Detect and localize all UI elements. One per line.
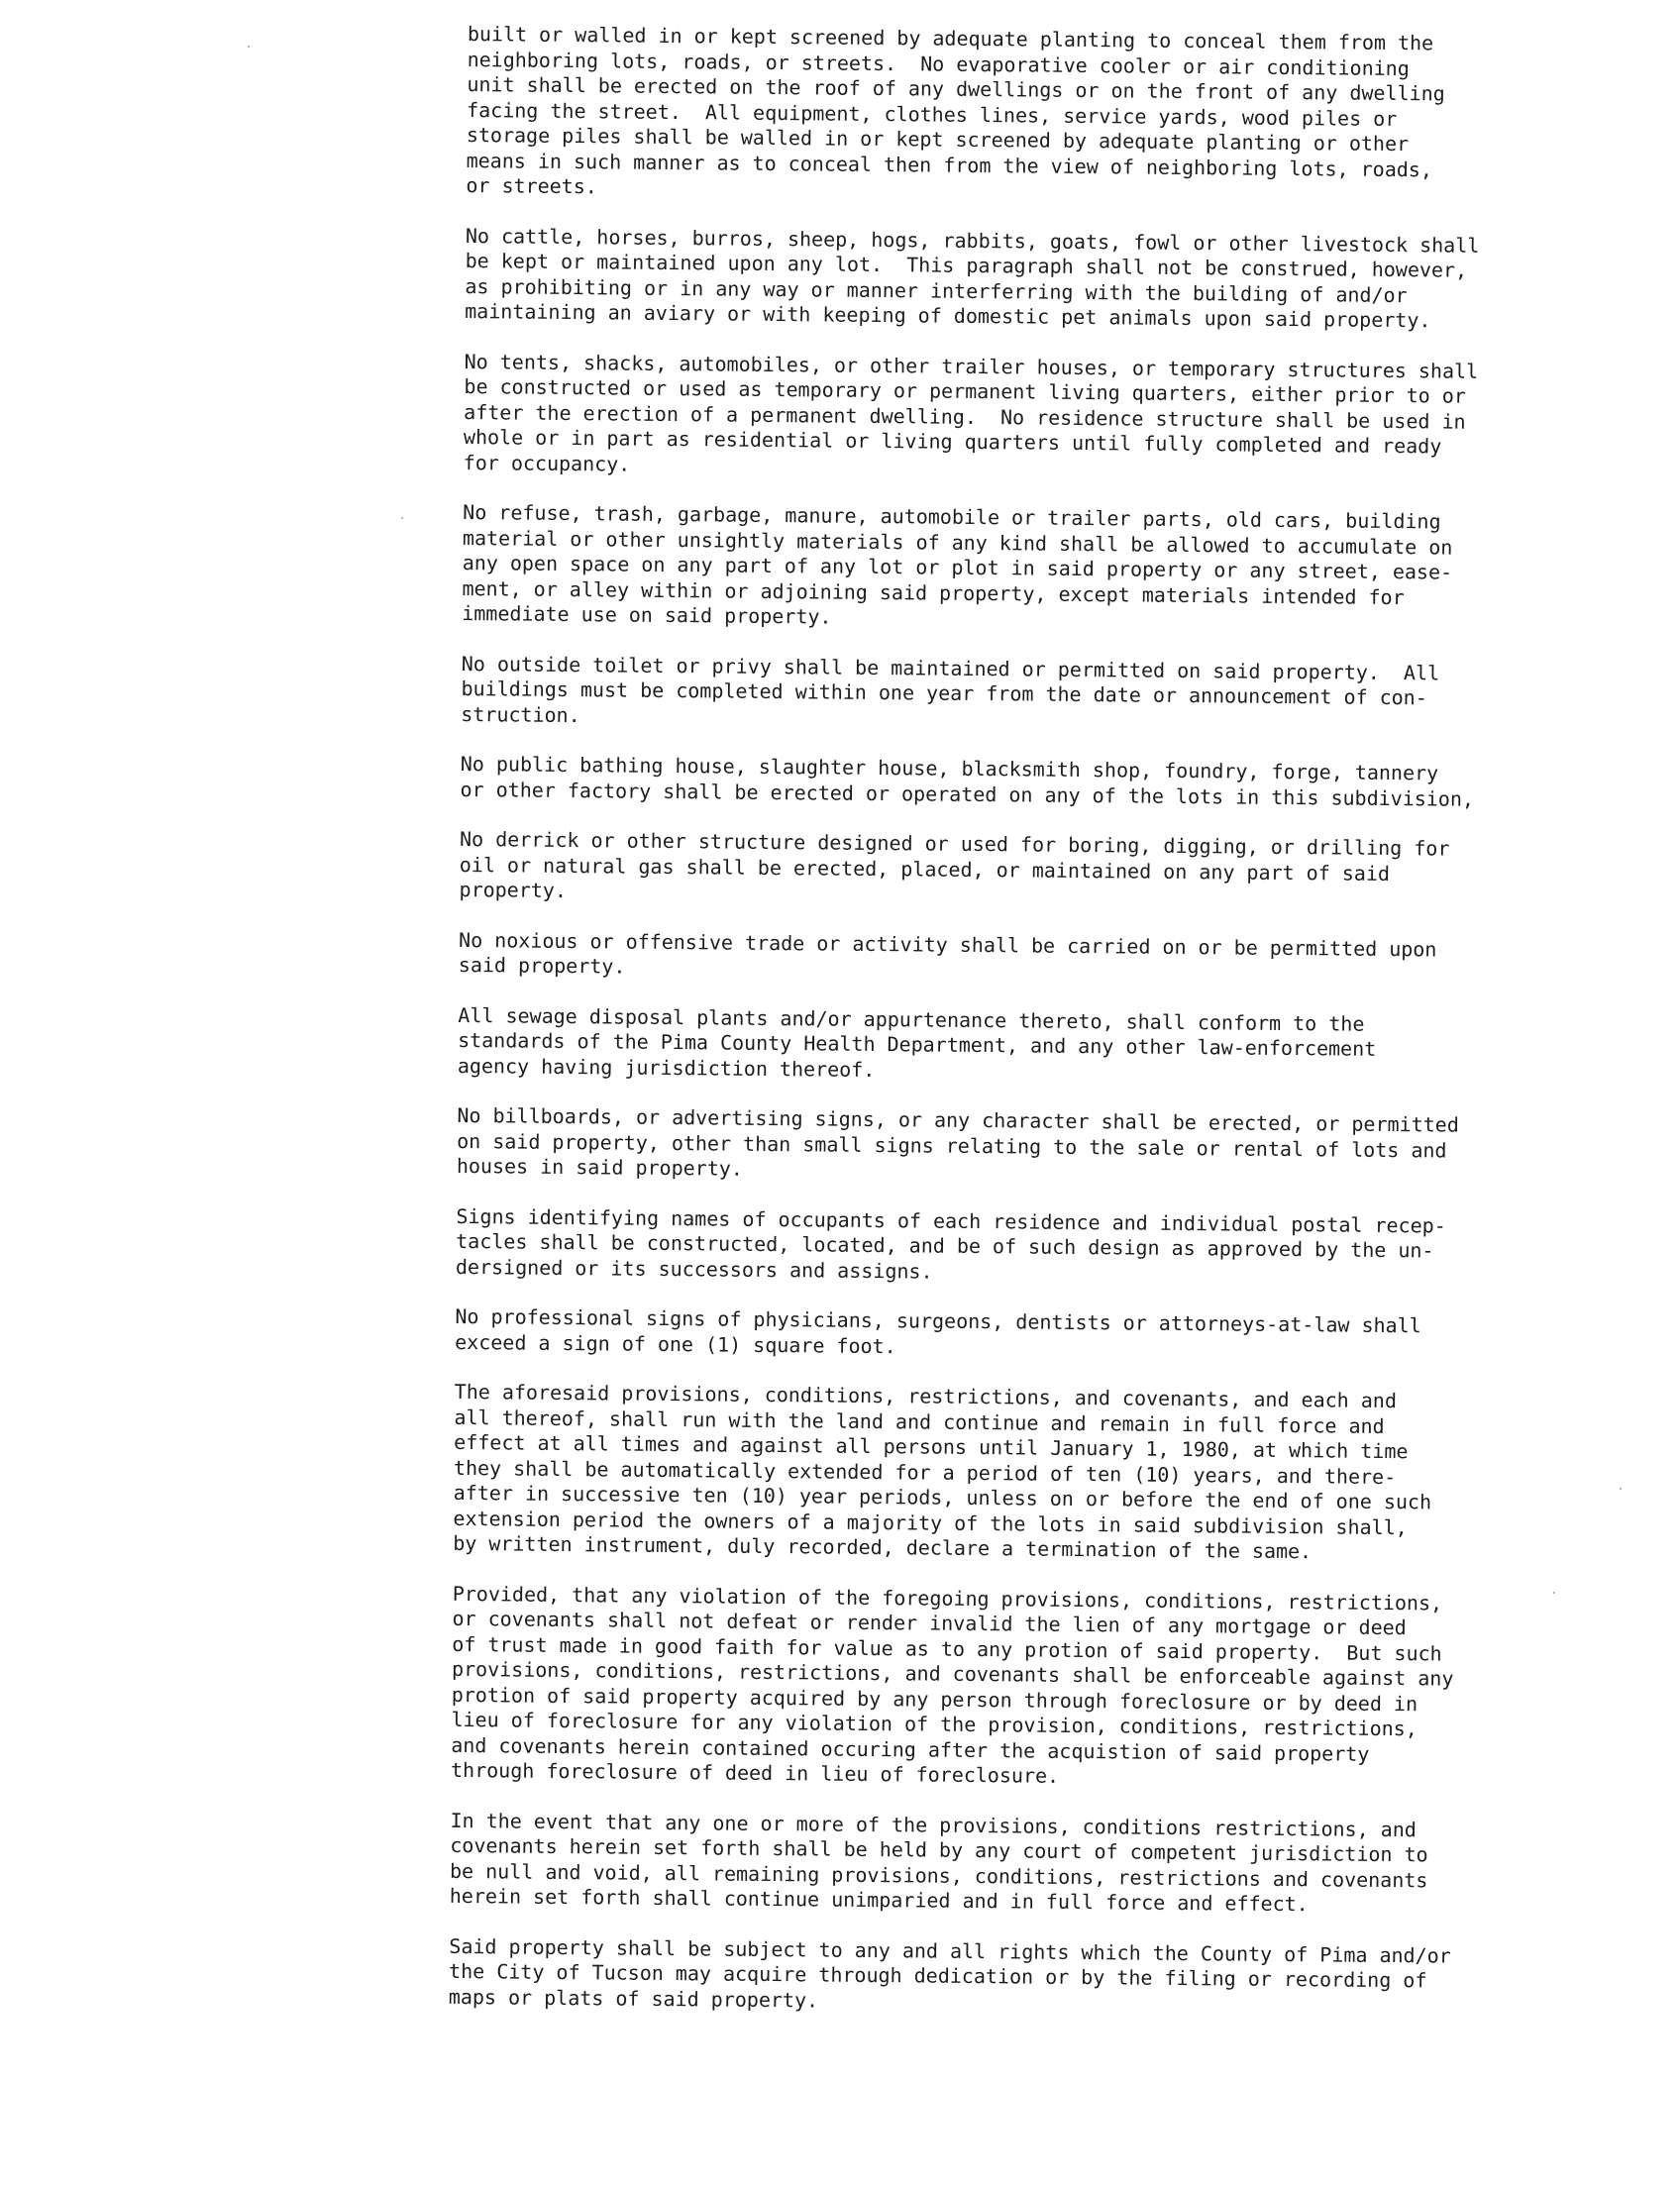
- scan-speck: [401, 517, 403, 519]
- paragraph-billboards: No billboards, or advertising signs, or any character shall be erected, or permitted on said property, other than small signs relating to the sale or rental of lots and houses in said property.: [456, 1102, 1459, 1181]
- paragraph-livestock: No cattle, horses, burros, sheep, hogs, rabbits, goats, fowl or other livestock shall be kept or maintained upon any lot. This paragraph shall not be construed, however, as prohibiting or in any way or manner interferring with the building of and/or maintaining an aviary or with keeping of domestic pet animals upon said property.: [465, 223, 1480, 333]
- paragraph-severability: In the event that any one or more of the provisions, conditions restrictions, and covenants herein set forth shall be held by any court of competent jurisdiction to be null and void, all remaining provisions, conditions, restrictions and covenants herein set forth shall continue unimparied and in full force and effect.: [449, 1808, 1428, 1917]
- paragraph-noxious-trade: No noxious or offensive trade or activity shall be carried on or be permitted upon said property.: [458, 927, 1437, 979]
- scan-speck: [248, 46, 250, 48]
- paragraph-temporary-structures: No tents, shacks, automobiles, or other trailer houses, or temporary structures shall be constructed or used as temporary or permanent living quarters, either prior to or after the erection of a permanent dwelling. No residence structure shall be used in whole or in part as residential or living quarters until fully completed and ready for occupancy.: [463, 349, 1479, 476]
- paragraph-factories: No public bathing house, slaughter house, blacksmith shop, foundry, forge, tannery or other factory shall be erected or operated on any of the lots in this subdivision,: [460, 751, 1475, 811]
- paragraph-dedication-rights: Said property shall be subject to any and all rights which the County of Pima and/or the City of Tucson may acquire through dedication or by the filing or recording of maps or plats of said property.: [448, 1933, 1451, 2012]
- paragraph-sewage: All sewage disposal plants and/or appurtenance thereto, shall conform to the standards of the Pima County Health Department, and any other law-enforcement agency having jurisdiction thereof.: [457, 1002, 1377, 1082]
- paragraph-mortgage-lien: Provided, that any violation of the foregoing provisions, conditions, restrictions, or covenants shall not defeat or render invalid the lien of any mortgage or deed of trust made in good faith for value as to any protion of said property. But such provisions, conditions, restrictions, and covenants shall be enforceable against any protion of said property acquired by any person through foreclosure or by deed in lieu of foreclosure for any violation of the provision, conditions, restrictions, and covenants herein contained occuring after the acquistion of said property through foreclosure of deed in lieu of foreclosure.: [450, 1581, 1454, 1788]
- scan-speck: [1620, 1488, 1622, 1490]
- paragraph-derrick: No derrick or other structure designed or used for boring, digging, or drilling for oil or natural gas shall be erected, placed, or maintained on any part of said property.: [459, 826, 1450, 902]
- document-body: [448, 22, 1596, 2045]
- paragraph-screening: built or walled in or kept screened by adequate planting to conceal them from the neighboring lots, roads, or streets. No evaporative cooler or air conditioning unit shall be erected on the roof of any dwellings or on the front of any dwelling facing the street. All equipment, clothes lines, service yards, wood piles or storage piles shall be walled in or kept screened by adequate planting or other means in such manner as to conceal then from the view of neighboring lots, roads, or streets.: [466, 22, 1445, 199]
- paragraph-occupant-signs: Signs identifying names of occupants of each residence and individual postal recep- tacles shall be constructed, located, and be of such design as approved by the un- dersigned or its successors and assigns.: [455, 1203, 1446, 1284]
- paragraph-outside-toilet: No outside toilet or privy shall be maintained or permitted on said property. All buildings must be completed within one year from the date or announcement of con- struction.: [461, 651, 1440, 727]
- paragraph-professional-signs: No professional signs of physicians, surgeons, dentists or attorneys-at-law shall exceed a sign of one (1) square foot.: [455, 1303, 1421, 1358]
- paragraph-duration: The aforesaid provisions, conditions, restrictions, and covenants, and each and all thereof, shall run with the land and continue and remain in full force and effect at all times and against all persons until January 1, 1980, at which time they shall be automatically extended for a period of ten (10) years, and there- after in successive ten (10) year periods, unless on or before the end of one such extension period the owners of a majority of the lots in said subdivision shall, by written instrument, duly recorded, declare a termination of the same.: [453, 1379, 1432, 1564]
- paragraph-refuse: No refuse, trash, garbage, manure, automobile or trailer parts, old cars, building material or other unsightly materials of any kind shall be allowed to accumulate on any open space on any part of any lot or plot in said property or any street, ease- ment, or alley within or adjoining said property, except materials intended for immediate use on said property.: [462, 499, 1453, 629]
